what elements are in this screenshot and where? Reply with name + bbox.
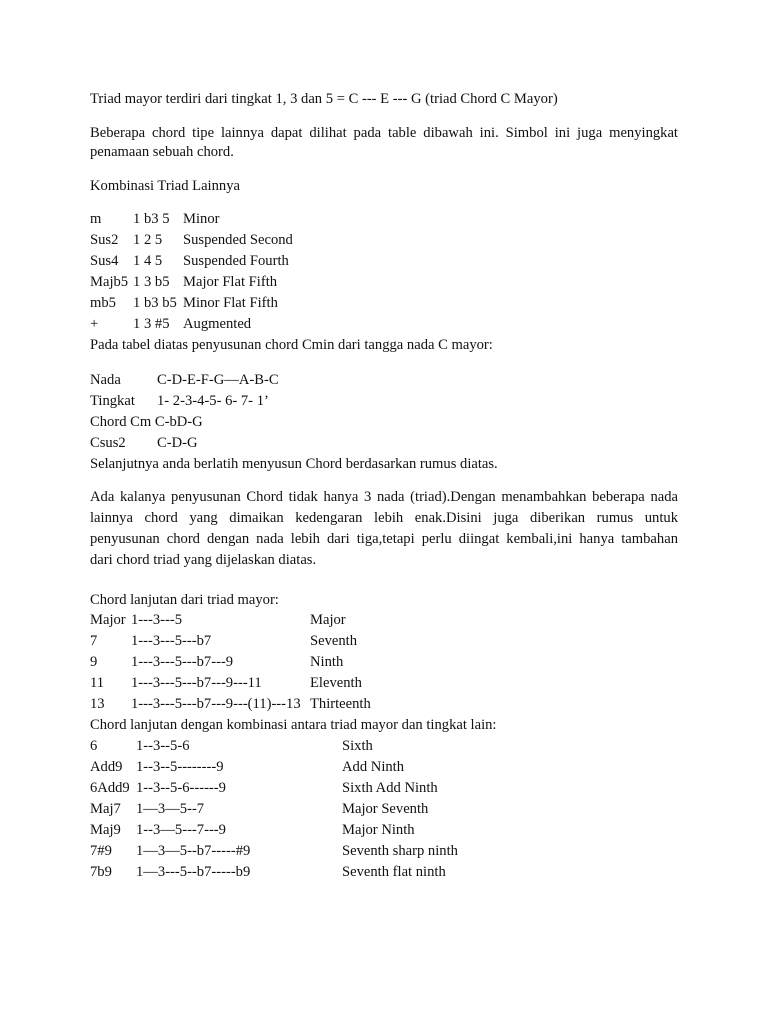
chord-formula: 1—3---5--b7-----b9: [136, 864, 251, 880]
csus2-row: [90, 433, 678, 454]
chord-symbol: m: [90, 211, 102, 227]
chord-name: Thirteenth: [310, 696, 371, 712]
major-ext-row: [90, 631, 678, 652]
chord-symbol: 7: [90, 633, 98, 649]
chord-symbol: 11: [90, 675, 105, 691]
combo-ext-row: [90, 778, 678, 799]
tingkat-value: 1- 2-3-4-5- 6- 7- 1’: [157, 393, 269, 409]
nada-value: C-D-E-F-G—A-B-C: [157, 372, 279, 388]
chord-formula: 1—3—5--b7-----#9: [136, 843, 251, 859]
triad-row: [90, 230, 678, 251]
combo-ext-row: [90, 799, 678, 820]
chord-name: Sixth: [342, 738, 373, 754]
chord-formula: 1---3---5---b7---9: [131, 654, 234, 670]
chord-name: Augmented: [183, 316, 252, 332]
combo-ext-row: [90, 841, 678, 862]
intro-line: Triad mayor terdiri dari tingkat 1, 3 dan 5 = C --- E --- G (triad Chord C Mayor): [90, 91, 558, 107]
chord-symbol: 6: [90, 738, 98, 754]
combo-ext-row: [90, 820, 678, 841]
scale-tingkat-row: [90, 391, 678, 412]
chord-name: Major Ninth: [342, 822, 415, 838]
triad-row: [90, 293, 678, 314]
chord-formula: 1--3--5-6------9: [136, 780, 226, 796]
triads-after-text: Pada tabel diatas penyusunan chord Cmin dari tangga nada C mayor:: [90, 337, 493, 353]
extended-paragraph-line-2: lainnya chord yang dimaikan kedengaran lebih enak.Disini juga diberikan rumus untuk: [90, 510, 678, 526]
chord-symbol: Sus4: [90, 253, 119, 269]
chord-symbol: 9: [90, 654, 98, 670]
chord-name: Suspended Second: [183, 232, 293, 248]
chord-name: Major Flat Fifth: [183, 274, 278, 290]
chord-name: Major Seventh: [342, 801, 429, 817]
major-ext-row: [90, 673, 678, 694]
chord-symbol: Major: [90, 612, 126, 628]
chord-cm-line: Chord Cm C-bD-G: [90, 414, 203, 430]
chord-symbol: mb5: [90, 295, 116, 311]
chord-formula: 1--3--5--------9: [136, 759, 224, 775]
tingkat-label: Tingkat: [90, 393, 135, 409]
combo-ext-row: [90, 757, 678, 778]
chord-name: Major: [310, 612, 346, 628]
chord-name: Seventh sharp ninth: [342, 843, 458, 859]
chord-name: Minor Flat Fifth: [183, 295, 278, 311]
chord-formula: 1 b3 5: [133, 211, 170, 227]
chord-name: Minor: [183, 211, 220, 227]
scale-nada-row: [90, 370, 678, 391]
triad-row: [90, 272, 678, 293]
chord-formula: 1 4 5: [133, 253, 163, 269]
chord-formula: 1—3—5--7: [136, 801, 205, 817]
intro-paragraph-line-2: penamaan sebuah chord.: [90, 144, 234, 160]
chord-symbol: 7b9: [90, 864, 112, 880]
chord-symbol: 13: [90, 696, 105, 712]
extended-paragraph-line-3: penyusunan chord dengan nada lebih dari tiga,tetapi perlu diingat kembali,ini hanya tambahan: [90, 531, 678, 547]
combo-ext-heading: Chord lanjutan dengan kombinasi antara triad mayor dan tingkat lain:: [90, 717, 497, 733]
chord-formula: 1---3---5---b7---9---(11)---13: [131, 696, 301, 712]
chord-formula: 1 3 #5: [133, 316, 170, 332]
triads-heading: Kombinasi Triad Lainnya: [90, 178, 240, 194]
chord-name: Sixth Add Ninth: [342, 780, 438, 796]
chord-formula: 1 2 5: [133, 232, 163, 248]
combo-ext-row: [90, 862, 678, 883]
major-ext-row: [90, 610, 678, 631]
chord-formula: 1---3---5---b7---9---11: [131, 675, 262, 691]
intro-paragraph-line-1: Beberapa chord tipe lainnya dapat dilihat pada table dibawah ini. Simbol ini juga menyingkat: [90, 125, 678, 141]
chord-symbol: 6Add9: [90, 780, 130, 796]
extended-paragraph-line-4: dari chord triad yang dijelaskan diatas.: [90, 552, 317, 568]
chord-symbol: Majb5: [90, 274, 129, 290]
chord-name: Seventh flat ninth: [342, 864, 446, 880]
chord-symbol: 7#9: [90, 843, 112, 859]
csus2-label: Csus2: [90, 435, 126, 451]
major-ext-row: [90, 652, 678, 673]
chord-symbol: Maj7: [90, 801, 121, 817]
chord-name: Suspended Fourth: [183, 253, 289, 269]
chord-formula: 1--3—5---7---9: [136, 822, 226, 838]
chord-symbol: Sus2: [90, 232, 119, 248]
csus2-value: C-D-G: [157, 435, 198, 451]
triad-row: [90, 314, 678, 335]
chord-formula: 1---3---5: [131, 612, 183, 628]
triad-row: [90, 251, 678, 272]
chord-formula: 1---3---5---b7: [131, 633, 212, 649]
chord-formula: 1 3 b5: [133, 274, 170, 290]
chord-symbol: Maj9: [90, 822, 121, 838]
major-ext-row: [90, 694, 678, 715]
chord-symbol: Add9: [90, 759, 123, 775]
extended-paragraph-line-1: Ada kalanya penyusunan Chord tidak hanya 3 nada (triad).Dengan menambahkan beberapa nada: [90, 489, 678, 505]
chord-name: Ninth: [310, 654, 344, 670]
chord-name: Add Ninth: [342, 759, 405, 775]
chord-name: Eleventh: [310, 675, 362, 691]
major-ext-heading: Chord lanjutan dari triad mayor:: [90, 592, 279, 608]
chord-symbol: +: [90, 316, 99, 332]
chord-name: Seventh: [310, 633, 358, 649]
document-page: [90, 0, 678, 1024]
scale-after-text: Selanjutnya anda berlatih menyusun Chord berdasarkan rumus diatas.: [90, 456, 498, 472]
nada-label: Nada: [90, 372, 121, 388]
chord-formula: 1 b3 b5: [133, 295, 177, 311]
triad-row: [90, 209, 678, 230]
chord-formula: 1--3--5-6: [136, 738, 190, 754]
combo-ext-row: [90, 736, 678, 757]
